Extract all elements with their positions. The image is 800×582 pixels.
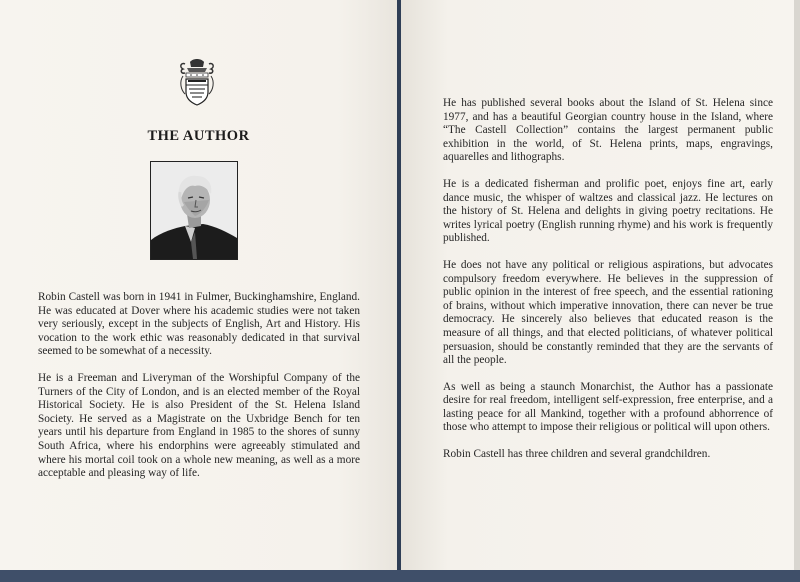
paragraph: He has published several books about the Island of St. Helena since 1977, and has a beautiful Georgian country house in the Island, where “The Castell Collection” contains the largest permanent public exhibition in the world, of St. Helena prints, maps, engravings, aquarelles and lithographs. bbox=[443, 97, 773, 164]
paragraph: He is a Freeman and Liveryman of the Worshipful Company of the Turners of the City of London, and is an elected member of the Royal Historical Society. He is also President of the St. Helena Island Society. He served as a Magistrate on the Uxbridge Bench for ten years until his departure from England in 1985 to the shores of sunny South Africa, where his endorphins were agreeably stimulated and where his mortal coil took on a whole new meaning, as well as a more acceptable and pleasing way of life. bbox=[38, 371, 360, 480]
left-page bbox=[0, 0, 397, 570]
coat-of-arms-icon bbox=[175, 58, 219, 108]
page-edge bbox=[794, 0, 800, 582]
author-portrait-icon bbox=[150, 161, 238, 260]
cover-edge bbox=[0, 570, 800, 582]
paragraph: He is a dedicated fisherman and prolific poet, enjoys fine art, early dance music, the whisper of waltzes and classical jazz. He lectures on the history of St. Helena and delights in giving poetry recitations. He writes lyrical poetry (English running rhyme) and his work is frequently published. bbox=[443, 177, 773, 245]
right-page bbox=[401, 0, 794, 570]
right-body-text bbox=[443, 97, 773, 475]
paragraph: He does not have any political or religious aspirations, but advocates compulsory freedom everywhere. He believes in the suppression of public opinion in the interest of free speech, and the essential rationing of brains, without which imperative innovation, there can never be true democracy. He sincerely also believes that educated reason is the measure of all things, and that elected politicians, of whatever political persuasion, should be constantly reminded that they are the servants of all the people. bbox=[443, 258, 773, 367]
paragraph: As well as being a staunch Monarchist, the Author has a passionate desire for real freedom, intelligent self-expression, free enterprise, and a lasting peace for all Mankind, together with a profound abhorrence of those who attempt to impose their religious or political will upon others. bbox=[443, 380, 773, 434]
paragraph: Robin Castell has three children and several grandchildren. bbox=[443, 448, 711, 461]
left-body-text bbox=[38, 291, 360, 494]
paragraph: Robin Castell was born in 1941 in Fulmer, Buckinghamshire, England. He was educated at Dover where his academic studies were not taken very seriously, except in the subjects of English, Art and History. His vocation to the work ethic was reasonably dedicated in that survival seemed to be somewhat of a necessity. bbox=[38, 291, 360, 358]
page-title: THE AUTHOR bbox=[147, 128, 250, 144]
